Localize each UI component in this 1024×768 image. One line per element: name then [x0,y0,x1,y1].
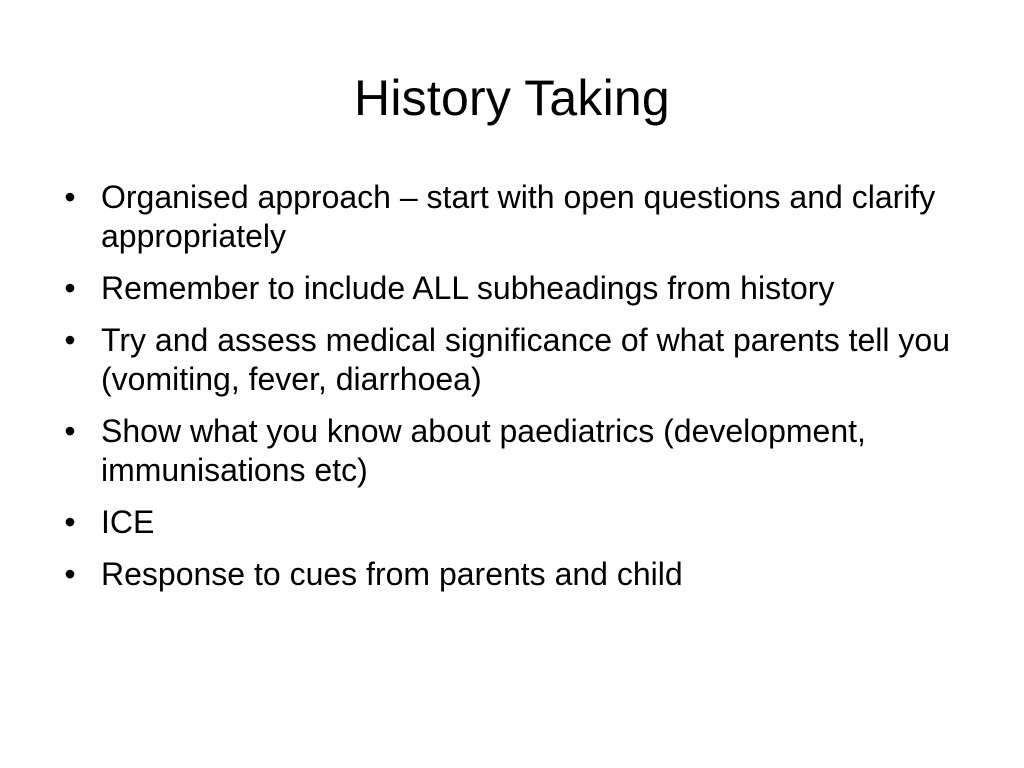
bullet-dot-icon: • [64,322,76,358]
bullet-text: Response to cues from parents and child [101,556,683,592]
bullet-dot-icon: • [64,179,76,215]
bullet-item [60,321,960,399]
bullet-item [60,178,960,256]
bullet-text: ICE [101,504,155,540]
slide-title: History Taking [354,70,670,126]
bullet-text: Show what you know about paediatrics (development, immunisations etc) [101,413,866,488]
bullet-item [60,503,960,542]
bullet-item [60,412,960,490]
bullet-list [60,178,960,607]
bullet-text: Try and assess medical significance of what parents tell you (vomiting, fever, diarrhoea) [101,322,950,397]
bullet-text: Organised approach – start with open questions and clarify appropriately [101,179,936,254]
bullet-dot-icon: • [64,270,76,306]
bullet-item [60,555,960,594]
bullet-dot-icon: • [64,556,76,592]
bullet-text: Remember to include ALL subheadings from history [101,270,835,306]
bullet-dot-icon: • [64,504,76,540]
bullet-item [60,269,960,308]
bullet-dot-icon: • [64,413,76,449]
